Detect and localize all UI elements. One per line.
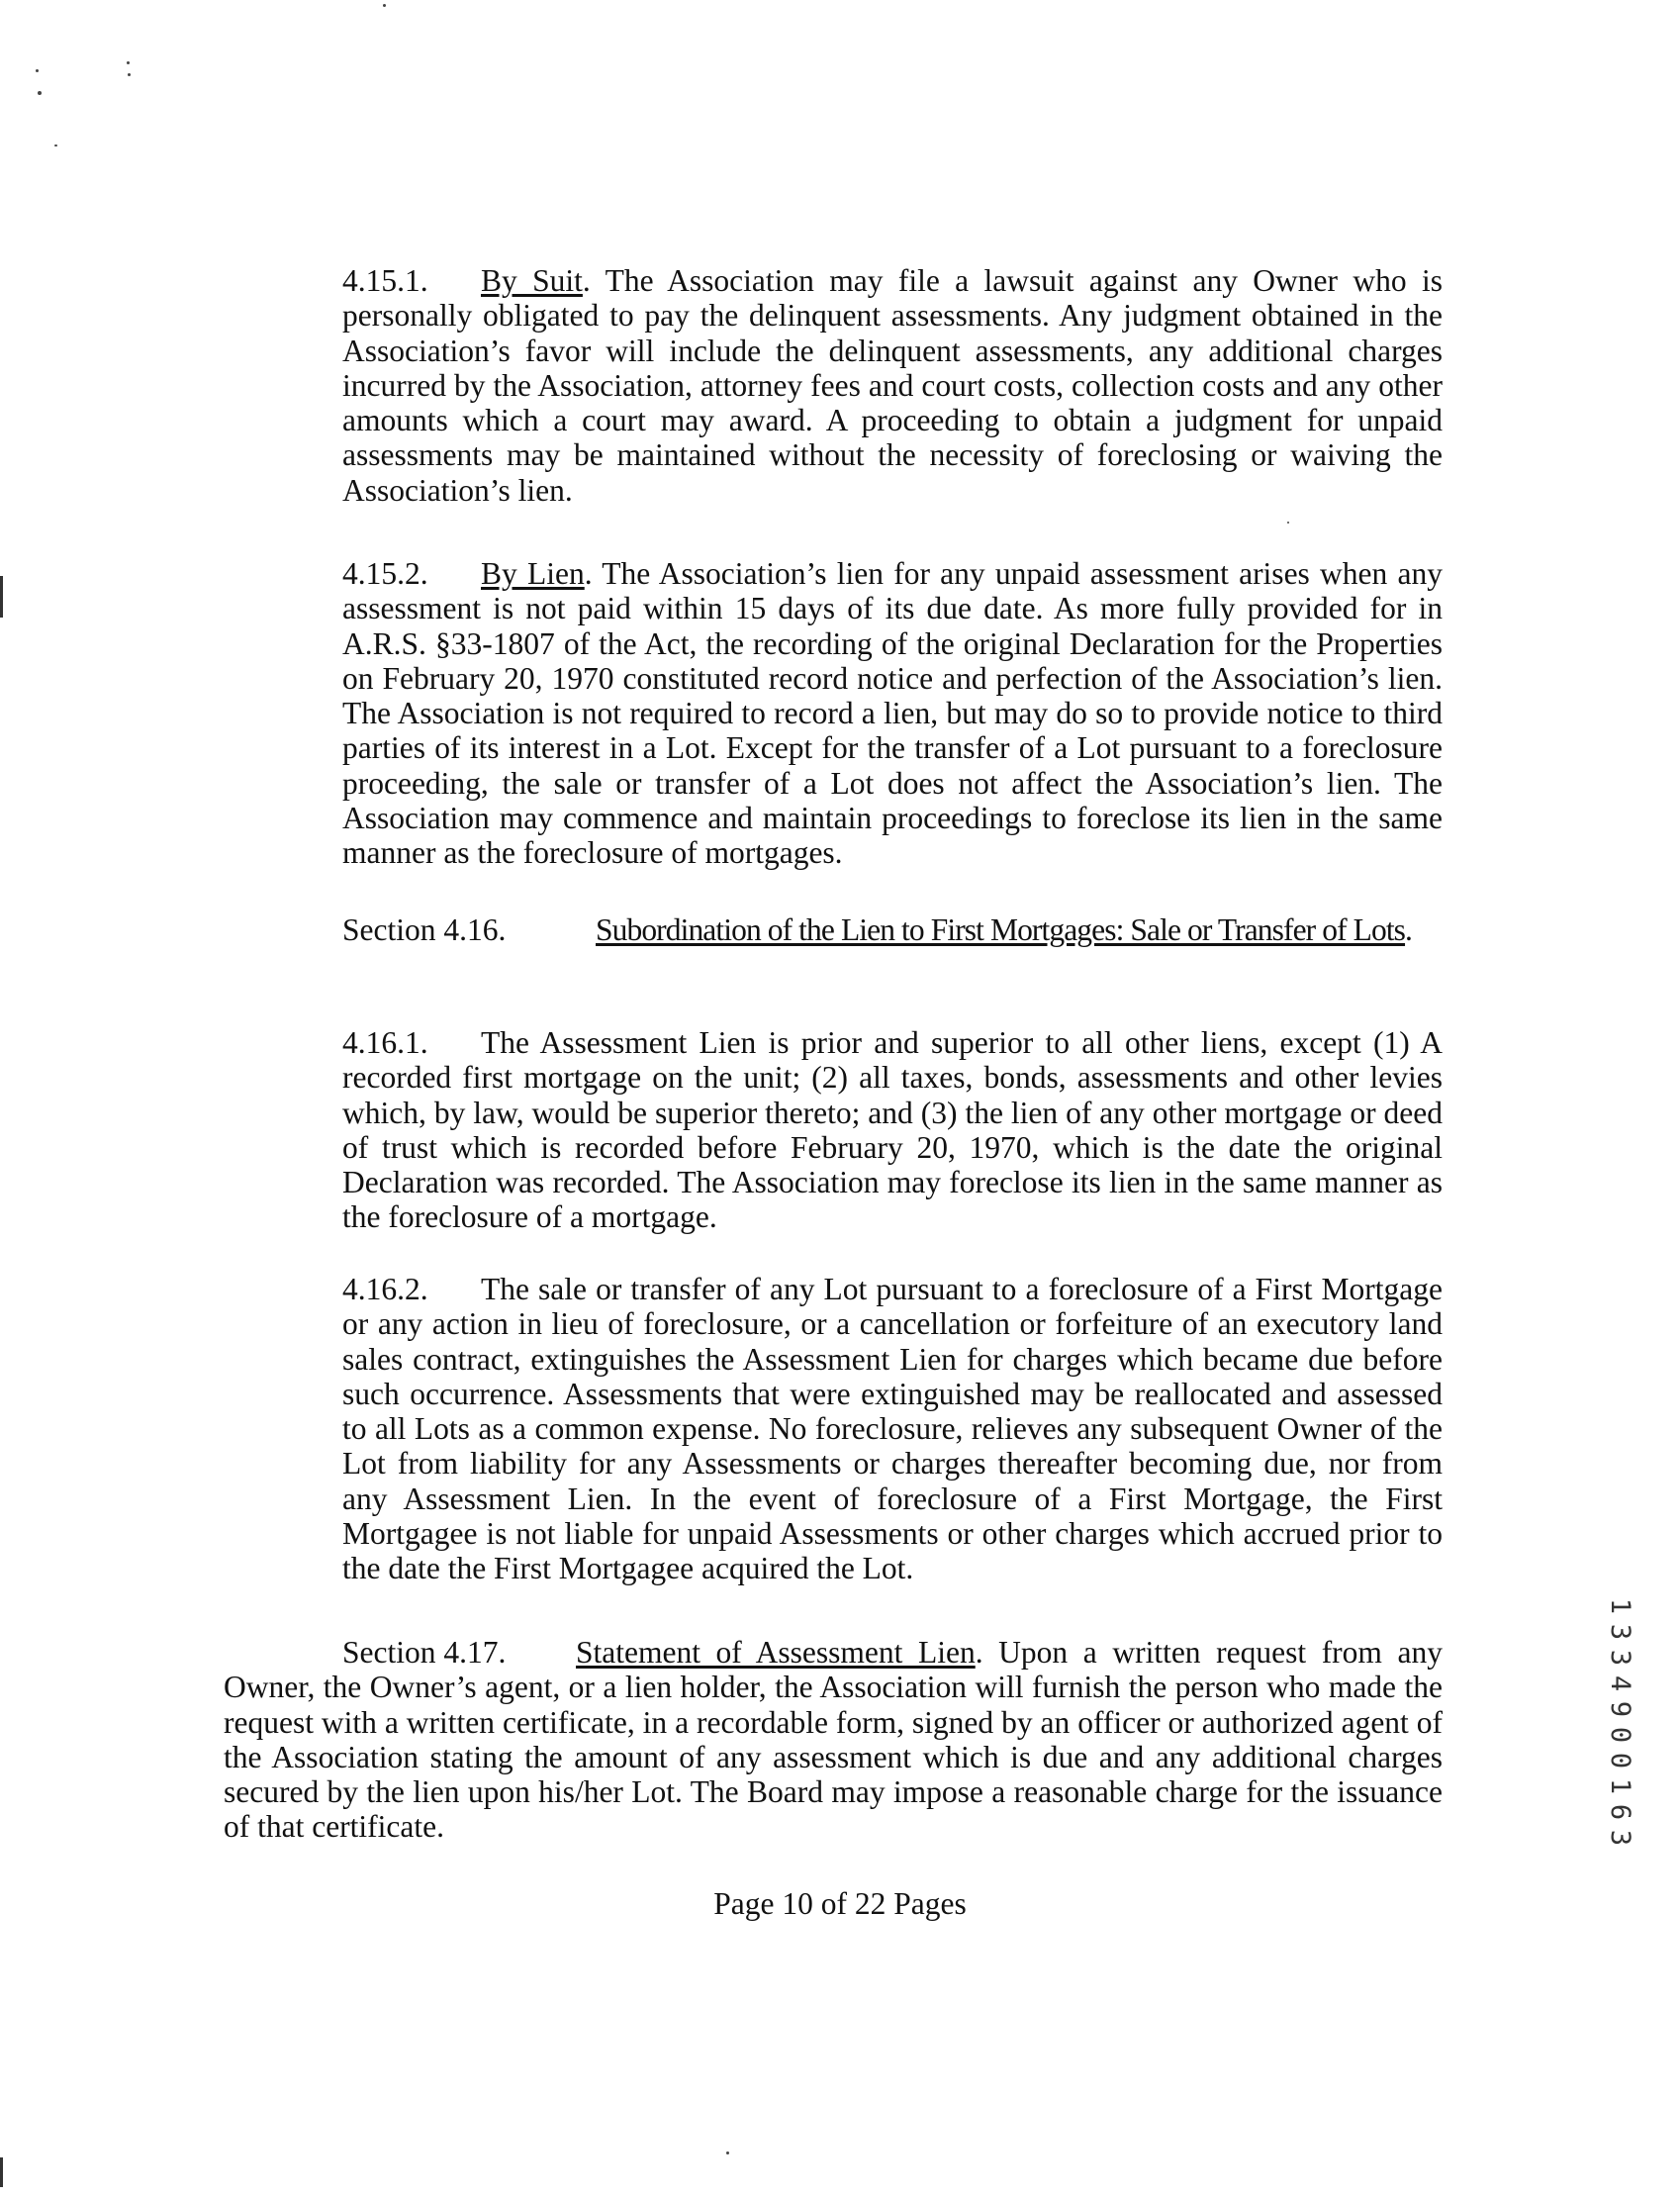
paragraph-text: The Assessment Lien is prior and superior to all other liens, except (1) A recorded first mortgage on the unit; (2) all taxes, bonds, assessments and other levies which, by law, would be superior thereto; and (3) the lien of any other mortgage or deed of trust which is recorded before February 20, 1970, which is the date the original Declaration was recorded. The Association may foreclose its lien in the same manner as the foreclosure of a mortgage. bbox=[342, 1025, 1443, 1235]
paragraph-title: By Lien bbox=[481, 556, 585, 591]
section-title: Statement of Assessment Lien bbox=[576, 1635, 976, 1670]
scan-speck bbox=[38, 91, 42, 95]
section-title: Subordination of the Lien to First Mortgages: Sale or Transfer of Lots bbox=[596, 912, 1406, 947]
paragraph-4-15-2 bbox=[342, 556, 1443, 871]
scan-speck bbox=[36, 69, 39, 72]
section-number: Section 4.16. bbox=[342, 912, 507, 947]
scan-speck bbox=[127, 61, 130, 64]
section-number: Section 4.17. bbox=[342, 1635, 507, 1670]
paragraph-number: 4.15.2. bbox=[342, 556, 428, 591]
page-footer: Page 10 of 22 Pages bbox=[713, 1886, 967, 1921]
paragraph-number: 4.16.1. bbox=[342, 1025, 428, 1060]
paragraph-number: 4.16.2. bbox=[342, 1272, 428, 1306]
scan-edge-mark bbox=[0, 2157, 3, 2187]
scan-speck bbox=[1287, 522, 1289, 524]
scan-speck bbox=[128, 73, 131, 76]
section-4-16-heading: Section 4.16. Subordination of the Lien to First Mortgages: Sale or Transfer of Lots. bbox=[342, 912, 1413, 947]
recording-number-stamp: 1 3 3 4 9 0 0 1 6 3 bbox=[1605, 1597, 1635, 1847]
paragraph-4-16-2 bbox=[342, 1272, 1443, 1586]
paragraph-4-17 bbox=[224, 1635, 1443, 1845]
scan-edge-mark bbox=[0, 576, 3, 618]
paragraph-text: . The Association’s lien for any unpaid assessment arises when any assessment is not paid within 15 days of its due date. As more fully provided for in A.R.S. §33-1807 of the Act, the recording of the original Declaration for the Properties on February 20, 1970 constituted record notice and perfection of the Association’s lien. The Association is not required to record a lien, but may do so to provide notice to third parties of its interest in a Lot. Except for the transfer of a Lot pursuant to a foreclosure proceeding, the sale or transfer of a Lot does not affect the Association’s lien. The Association may commence and maintain proceedings to foreclose its lien in the same manner as the foreclosure of mortgages. bbox=[342, 556, 1443, 871]
paragraph-text: The sale or transfer of any Lot pursuant to a foreclosure of a First Mortgage or any action in lieu of foreclosure, or a cancellation or forfeiture of an executory land sales contract, extinguishes the Assessment Lien for charges which became due before such occurrence. Assessments that were extinguished may be reallocated and assessed to all Lots as a common expense. No foreclosure, relieves any subsequent Owner of the Lot from liability for any Assessments or charges thereafter becoming due, nor from any Assessment Lien. In the event of foreclosure of a First Mortgage, the First Mortgagee is not liable for unpaid Assessments or other charges which accrued prior to the date the First Mortgagee acquired the Lot. bbox=[342, 1272, 1443, 1586]
paragraph-text: . Upon a written request from any Owner, the Owner’s agent, or a lien holder, the Association will furnish the person who made the request with a written certificate, in a recordable form, signed by an officer or authorized agent of the Association stating the amount of any assessment which is due and any additional charges secured by the lien upon his/her Lot. The Board may impose a reasonable charge for the issuance of that certificate. bbox=[224, 1635, 1443, 1845]
scan-speck bbox=[726, 2151, 729, 2154]
paragraph-title: By Suit bbox=[481, 263, 583, 298]
scan-speck bbox=[383, 4, 386, 7]
paragraph-4-15-1 bbox=[342, 263, 1443, 508]
paragraph-number: 4.15.1. bbox=[342, 263, 428, 298]
paragraph-4-16-1 bbox=[342, 1025, 1443, 1235]
paragraph-text: . The Association may file a lawsuit against any Owner who is personally obligated to pay the delinquent assessments. Any judgment obtained in the Association’s favor will include the delinquent assessments, any additional charges incurred by the Association, attorney fees and court costs, collection costs and any other amounts which a court may award. A proceeding to obtain a judgment for unpaid assessments may be maintained without the necessity of foreclosing or waiving the Association’s lien. bbox=[342, 263, 1443, 508]
scan-speck bbox=[54, 144, 57, 146]
